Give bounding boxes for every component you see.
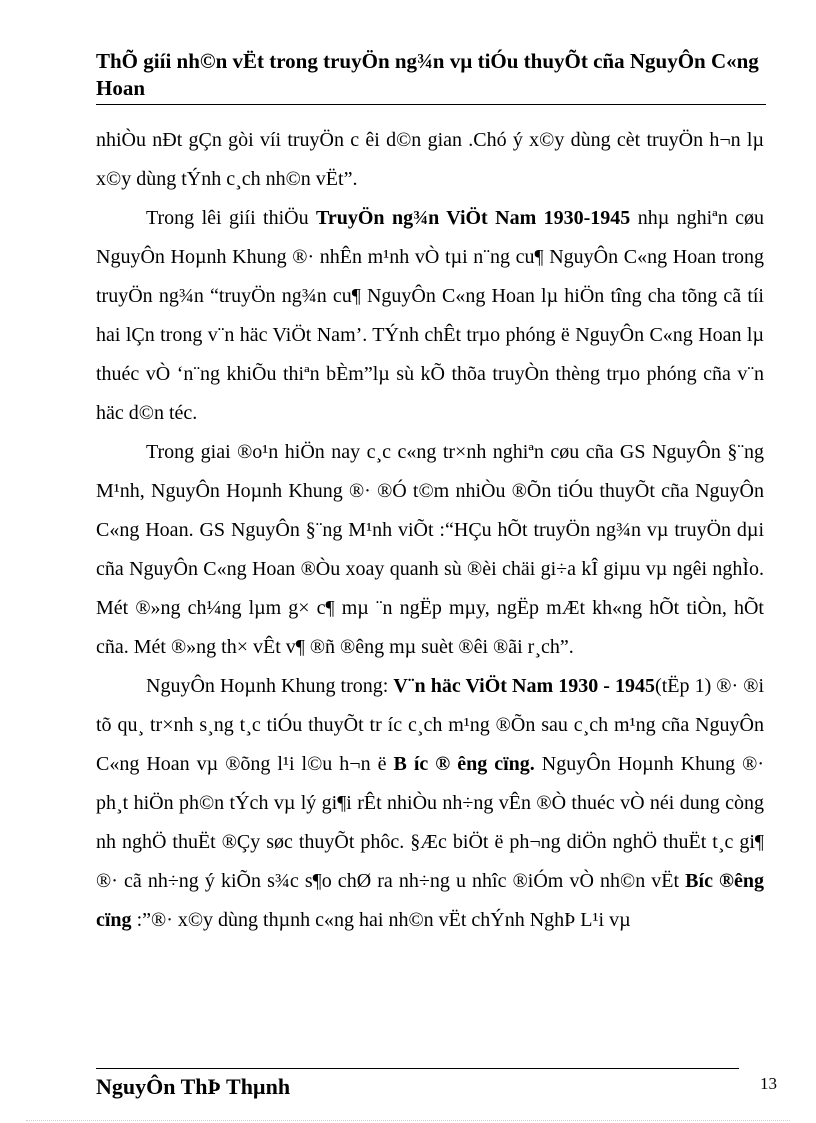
novel-title-bold: B íc ® êng cïng. — [393, 753, 535, 775]
paragraph-4-text-d: :”®· x©y dùng thµnh c«ng hai nh©n vËt chÝnh NghÞ L¹i vµ — [131, 909, 631, 931]
paragraph-4-text-a: NguyÔn Hoµnh Khung trong: — [146, 675, 394, 697]
novel-title-bold: Bíc ®êng cïng — [96, 870, 764, 931]
page-edge-dotted-line — [26, 1120, 790, 1121]
page-body — [96, 121, 764, 940]
page-number: 13 — [760, 1074, 777, 1093]
book-title-bold: TruyÖn ng¾n ViÖt Nam 1930-1945 — [316, 207, 631, 229]
paragraph-2-text-b: nhµ nghiªn cøu NguyÔn Hoµnh Khung ®· nhÊn m¹nh vÒ tµi n¨ng cu¶ NguyÔn C«ng Hoan trong truyÖn ng¾n “truyÖn ng¾n cu¶ NguyÔn C«ng Hoan lµ hiÖn tîng cha tõng cã tíi hai lÇn trong v¨n häc ViÖt Nam’. TÝnh chÊt trµo phóng ë NguyÔn C«ng Hoan lµ thuéc vÒ ‘n¨ng khiÕu thiªn bÈm”lµ sù kÕ thõa truyÒn thèng trµo phóng cña v¨n häc d©n téc. — [96, 207, 764, 424]
paragraph-4-text-c: NguyÔn Hoµnh Khung ®· ph¸t hiÖn ph©n tÝch vµ lý gi¶i rÊt nhiÒu nh÷ng vÊn ®Ò thuéc vÒ néi dung còng nh nghÖ thuËt ®Çy søc thuyÕt phôc. §Æc biÖt ë ph¬ng diÖn nghÖ thuËt t¸c gi¶ ®· cã nh÷ng ý kiÕn s¾c s¶o chØ ra nh÷ng u nhîc ®iÓm vÒ nh©n vËt — [96, 753, 764, 892]
paragraph-4 — [96, 667, 764, 940]
paragraph-3-text: Trong giai ®o¹n hiÖn nay c¸c c«ng tr×nh nghiªn cøu cña GS NguyÔn §¨ng M¹nh, NguyÔn Hoµnh Khung ®· ®Ó t©m nhiÒu ®Õn tiÓu thuyÕt cña NguyÔn C«ng Hoan. GS NguyÔn §¨ng M¹nh viÕt :“HÇu hÕt truyÖn ng¾n vµ truyÖn dµi cña NguyÔn C«ng Hoan ®Òu xoay quanh sù ®èi chäi gi÷a kÎ giµu vµ ngêi nghÌo. Mét ®»ng ch¼ng lµm g× c¶ mµ ¨n ngËp mµy, ngËp mÆt kh«ng hÕt tiÒn, hÕt cña. Mét ®»ng th× vÊt v¶ ®ñ ®êng mµ suèt ®êi ®ãi r¸ch”. — [96, 441, 764, 658]
footer-divider — [96, 1068, 739, 1069]
paragraph-2-text-a: Trong lêi giíi thiÖu — [146, 207, 317, 229]
header-divider — [96, 104, 766, 105]
paragraph-2 — [96, 199, 764, 433]
footer-author: NguyÔn ThÞ Thµnh — [96, 1074, 291, 1099]
book-title-bold: V¨n häc ViÖt Nam 1930 - 1945 — [393, 675, 656, 697]
paragraph-1 — [96, 121, 764, 199]
paragraph-1-text: nhiÒu nÐt gÇn gòi víi truyÖn c êi d©n gian .Chó ý x©y dùng cèt truyÖn h¬n lµ x©y dùng tÝnh c¸ch nh©n vËt”. — [96, 129, 764, 190]
paragraph-3 — [96, 433, 764, 667]
running-header-title: ThÕ giíi nh©n vËt trong truyÖn ng¾n vµ tiÓu thuyÕt cña NguyÔn C«ng Hoan — [96, 49, 759, 100]
paragraph-4-text-b: (tËp 1) ®· ®i tõ qu¸ tr×nh s¸ng t¸c tiÓu thuyÕt tr íc c¸ch m¹ng ®Õn sau c¸ch m¹ng cña NguyÔn C«ng Hoan vµ ®õng l¹i l©u h¬n ë — [96, 675, 765, 775]
